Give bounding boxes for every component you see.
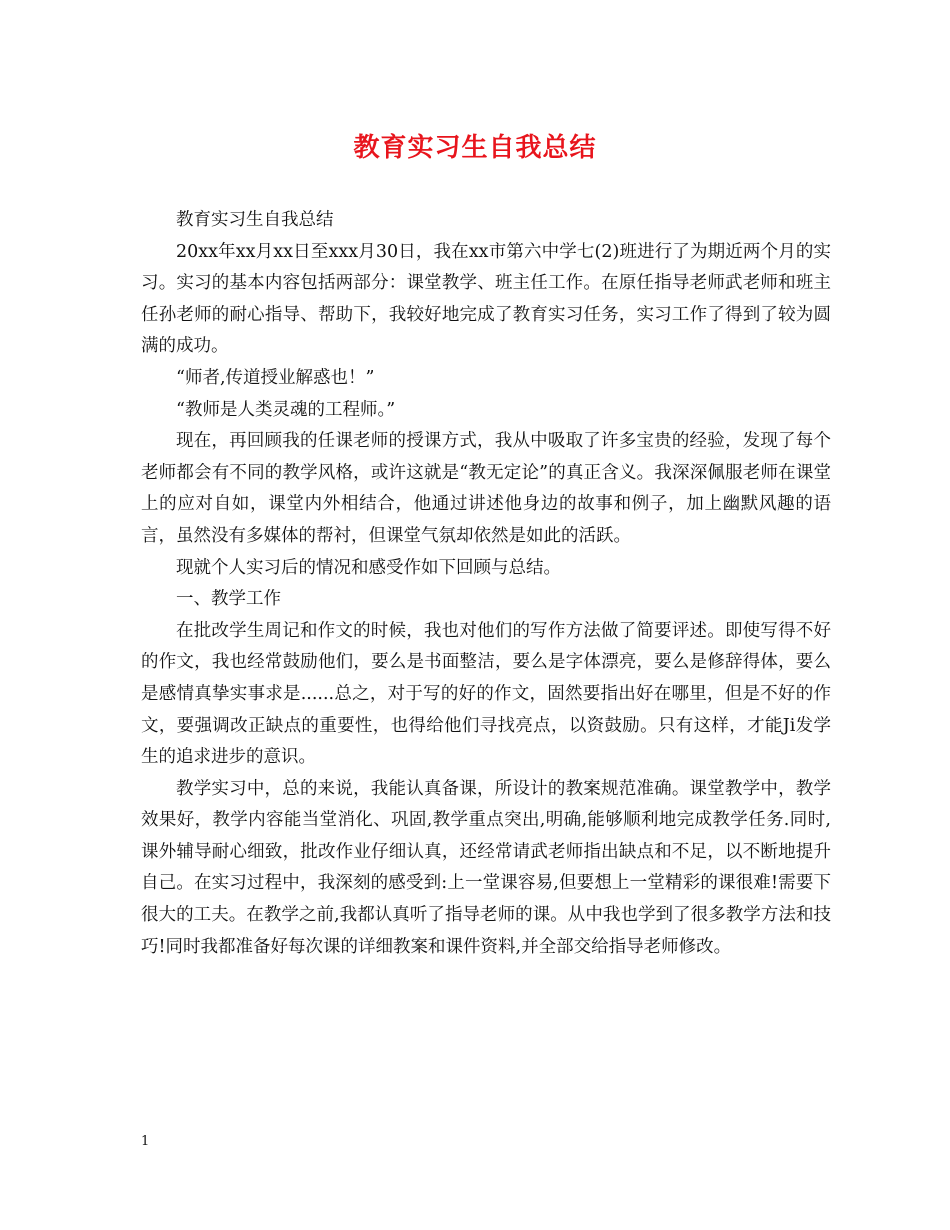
- paragraph-grading: 在批改学生周记和作文的时候，我也对他们的写作方法做了简要评述。即使写得不好的作文，我也经常鼓励他们，要么是书面整洁，要么是字体漂亮，要么是修辞得体，要么是感情真挚实事求是......总之，对于写的好的作文，固然要指出好在哪里，但是不好的作文，要强调改正缺点的重要性，也得给他们寻找亮点，以资鼓励。只有这样，才能Ji发学生的追求进步的意识。: [141, 620, 831, 768]
- paragraph-intro: 20xx年xx月xx日至xxx月30日，我在xx市第六中学七(2)班进行了为期近两个月的实习。实习的基本内容包括两部分：课堂教学、班主任工作。在原任指导老师武老师和班主任孙老师的耐心指导、帮助下，我较好地完成了教育实习任务，实习工作了得到了较为圆满的成功。: [141, 241, 831, 357]
- paragraph-quote-2: “教师是人类灵魂的工程师。”: [176, 399, 396, 420]
- paragraph-reflection: 现在，再回顾我的任课老师的授课方式，我从中吸取了许多宝贵的经验，发现了每个老师都会有不同的教学风格，或许这就是“教无定论”的真正含义。我深深佩服老师在课堂上的应对自如，课堂内外相结合，他通过讲述他身边的故事和例子，加上幽默风趣的语言，虽然没有多媒体的帮衬，但课堂气氛却依然是如此的活跃。: [141, 431, 831, 546]
- paragraph-teaching-practice: 教学实习中，总的来说，我能认真备课，所设计的教案规范准确。课堂教学中，教学效果好，教学内容能当堂消化、巩固,教学重点突出,明确,能够顺利地完成教学任务.同时,课外辅导耐心细致，批改作业仔细认真，还经常请武老师指出缺点和不足，以不断地提升自己。在实习过程中，我深刻的感受到:上一堂课容易,但要想上一堂精彩的课很难!需要下很大的工夫。在教学之前,我都认真听了指导老师的课。从中我也学到了很多教学方法和技巧!同时我都准备好每次课的详细教案和课件资料,并全部交给指导老师修改。: [141, 778, 831, 957]
- document-title: 教育实习生自我总结: [353, 133, 597, 163]
- section-heading-teaching: 一、教学工作: [176, 589, 281, 610]
- page-number: 1: [141, 1134, 150, 1149]
- paragraph-summary-intro: 现就个人实习后的情况和感受作如下回顾与总结。: [176, 557, 561, 578]
- paragraph-subtitle: 教育实习生自我总结: [176, 210, 334, 230]
- document-body: [141, 205, 831, 963]
- paragraph-quote-1: “师者,传道授业解惑也！”: [176, 367, 375, 388]
